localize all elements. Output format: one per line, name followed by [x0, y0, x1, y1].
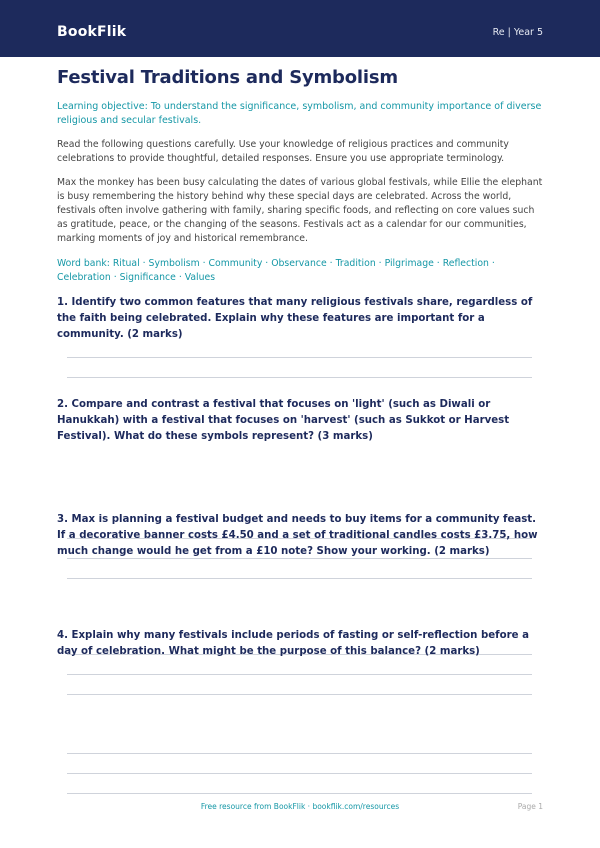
- question-block-2: [57, 397, 543, 445]
- question-text: 3. Max is planning a festival budget and needs to buy items for a community feast. If a decorative banner costs £4.50 and a set of traditional candles costs £3.75, how much change would he get from a £10 note? Show your working. (2 marks): [57, 514, 538, 557]
- answer-line[interactable]: [67, 357, 532, 358]
- word-bank: Word bank: Ritual · Symbolism · Community · Observance · Tradition · Pilgrimage · Reflection · Celebration · Significance · Values: [57, 258, 495, 283]
- answer-line[interactable]: [67, 694, 532, 695]
- question-block-4: [57, 628, 543, 660]
- answer-line[interactable]: [67, 578, 532, 579]
- page-title: Festival Traditions and Symbolism: [57, 67, 398, 88]
- page-header: [0, 0, 600, 57]
- instructions-paragraph: Read the following questions carefully. Use your knowledge of religious practices and community celebrations to provide thoughtful, detailed responses. Ensure you use appropriate terminology.: [57, 139, 509, 164]
- subject-year-label: Re | Year 5: [492, 27, 543, 38]
- worksheet-body: [57, 65, 543, 657]
- answer-line[interactable]: [67, 377, 532, 378]
- question-text: 4. Explain why many festivals include periods of fasting or self-reflection before a day of celebration. What might be the purpose of this balance? (2 marks): [57, 630, 529, 657]
- story-paragraph: Max the monkey has been busy calculating the dates of various global festivals, while Ellie the elephant is busy remembering the history behind why these special days are celebrated. Across the world, festivals often involve gathering with family, sharing specific foods, and reflecting on core values such as gratitude, peace, or the changing of the seasons. Festivals act as a calendar for our communities, marking moments of joy and historical remembrance.: [57, 177, 543, 244]
- answer-line[interactable]: [67, 674, 532, 675]
- question-block-3: [57, 512, 543, 560]
- footer-credit: Free resource from BookFlik · bookflik.com/resources: [200, 802, 400, 811]
- question-block-1: [57, 295, 543, 343]
- learning-objective: Learning objective: To understand the significance, symbolism, and community importance of diverse religious and secular festivals.: [57, 101, 542, 126]
- answer-line[interactable]: [67, 773, 532, 774]
- question-text: 1. Identify two common features that many religious festivals share, regardless of the faith being celebrated. Explain why these features are important for a community. (2 marks): [57, 297, 533, 340]
- question-text: 2. Compare and contrast a festival that focuses on 'light' (such as Diwali or Hanukkah) with a festival that focuses on 'harvest' (such as Sukkot or Harvest Festival). What do these symbols represent? (3 marks): [57, 399, 510, 442]
- brand-logo: BookFlik: [57, 24, 127, 40]
- answer-line[interactable]: [67, 753, 532, 754]
- answer-line[interactable]: [67, 793, 532, 794]
- page-number: Page 1: [517, 802, 543, 811]
